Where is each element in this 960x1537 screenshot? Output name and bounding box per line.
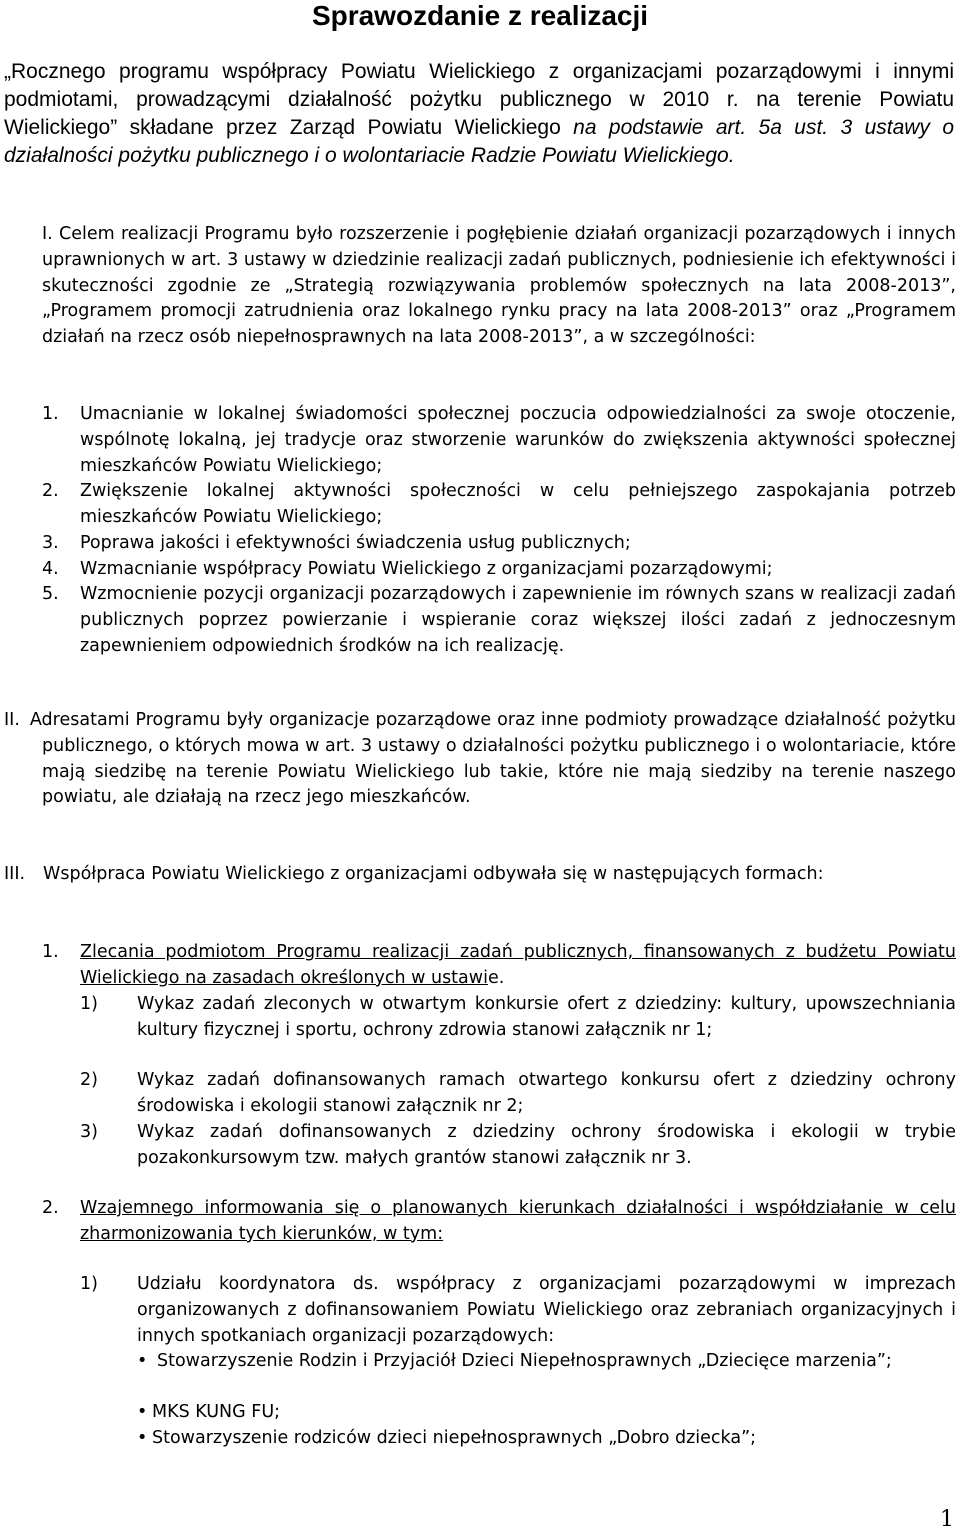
item-text — [80, 1120, 956, 1172]
section-3-paragraph — [4, 862, 956, 888]
item-number: 2. — [42, 481, 59, 501]
section-3-text: Współpraca Powiatu Wielickiego z organizacjami odbywała się w następujących formach: — [43, 864, 824, 884]
section-2-marker: II. — [4, 710, 20, 730]
section-3-marker: III. — [4, 864, 26, 884]
section-2-paragraph — [4, 708, 956, 811]
item-text-content: Umacnianie w lokalnej świadomości społecznej poczucia odpowiedzialności za swoje otoczenie, wspólnotę lokalną, jej tradycje oraz stworzenie warunków do zwiększenia aktywności społecznej mieszkańców Powiatu Wielickiego; — [80, 404, 956, 476]
item-number: 1) — [80, 994, 98, 1014]
item-number: 4. — [42, 559, 59, 579]
form-1-heading — [42, 940, 956, 992]
item-text — [42, 402, 956, 479]
bullet-item — [137, 1426, 956, 1452]
section-1-item-1 — [42, 402, 956, 482]
section-1-paragraph — [42, 222, 956, 351]
item-number: 3) — [80, 1122, 98, 1142]
bullet-text — [137, 1400, 956, 1426]
intro-paragraph — [4, 58, 954, 170]
item-text — [80, 1068, 956, 1120]
item-text-content: Wzmacnianie współpracy Powiatu Wielickiego z organizacjami pozarządowymi; — [80, 559, 773, 579]
form-2-underlined-text: Wzajemnego informowania się o planowanych kierunkach działalności i współdziałanie w celu zharmonizowania tych kierunków, w tym: — [80, 1198, 956, 1244]
bullet-item — [137, 1400, 956, 1426]
item-text — [42, 557, 956, 583]
section-1-text: Celem realizacji Programu było rozszerzenie i pogłębienie działań organizacji pozarządowych i innych uprawnionych w art. 3 ustawy w dziedzinie realizacji zadań publicznych, podniesienie ich efektywności i skuteczności zgodnie ze „Strategią rozwiązywania problemów społecznych na lata 2008-2013”, „Programem promocji zatrudnienia oraz lokalnego rynku pracy na lata 2008-2013” oraz „Programem działań na rzecz osób niepełnosprawnych na lata 2008-2013”, a w szczególności: — [42, 224, 956, 348]
item-text-content: Wzmocnienie pozycji organizacji pozarządowych i zapewnienie im równych szans w realizacji zadań publicznych poprzez powierzanie i wspieranie coraz większej ilości zadań z jednoczesnym zapewnieniem odpowiednich środków na ich realizację. — [80, 584, 956, 656]
item-text-content: Wykaz zadań zleconych w otwartym konkursie ofert z dziedziny: kultury, upowszechniania kultury fizycznej i sportu, ochrony zdrowia stanowi załącznik nr 1; — [137, 994, 956, 1040]
form-1-underlined-text: Zlecania podmiotom Programu realizacji zadań publicznych, finansowanych z budżetu Powiatu Wielickiego na zasadach określonych w ustawi — [80, 942, 956, 988]
item-text — [42, 479, 956, 531]
section-1-item-3 — [42, 531, 956, 557]
form-1-item-3 — [80, 1120, 956, 1174]
item-number: 3. — [42, 533, 59, 553]
item-number: 1. — [42, 404, 59, 424]
item-text-content: Wykaz zadań dofinansowanych ramach otwartego konkursu ofert z dziedziny ochrony środowiska i ekologii stanowi załącznik nr 2; — [137, 1070, 956, 1116]
form-2-heading — [42, 1196, 956, 1248]
section-1-item-4 — [42, 557, 956, 583]
item-text — [80, 992, 956, 1044]
form-2-item-1 — [80, 1272, 956, 1352]
intro-italic-text: na podstawie art. 5a ust. 3 ustawy o działalności pożytku publicznego i o wolontariacie Radzie Powiatu Wielickiego. — [4, 116, 954, 167]
bullet-item — [137, 1349, 956, 1403]
bullet-text-content: Stowarzyszenie Rodzin i Przyjaciół Dzieci Niepełnosprawnych „Dziecięce marzenia”; — [157, 1351, 892, 1371]
form-1 — [42, 940, 956, 994]
item-number: 1) — [80, 1274, 98, 1294]
intro-text: „Rocznego programu współpracy Powiatu Wielickiego z organizacjami pozarządowymi i innymi podmiotami, prowadzącymi działalność pożytku publicznego w 2010 r. na terenie Powiatu Wielickiego” składane przez Zarząd Powiatu Wielickiego — [4, 60, 954, 139]
section-2-text: Adresatami Programu były organizacje pozarządowe oraz inne podmioty prowadzące działalność pożytku publicznego, o których mowa w art. 3 ustawy o działalności pożytku publicznego i o wolontariacie, które mają siedzibę na terenie Powiatu Wielickiego lub takie, które nie mają siedziby na terenie naszego powiatu, ale działają na rzecz jego mieszkańców. — [29, 710, 956, 808]
bullet-text — [137, 1349, 956, 1375]
item-number: 2) — [80, 1070, 98, 1090]
document-title: Sprawozdanie z realizacji — [311, 0, 649, 31]
bullet-icon: • — [137, 1428, 148, 1448]
bullet-text-content: MKS KUNG FU; — [152, 1402, 281, 1422]
bullet-text — [137, 1426, 956, 1452]
section-1-item-5 — [42, 582, 956, 686]
item-text-content: Poprawa jakości i efektywności świadczenia usług publicznych; — [80, 533, 631, 553]
form-number: 2. — [42, 1198, 59, 1218]
item-text — [80, 1272, 956, 1349]
form-1-item-1 — [80, 992, 956, 1072]
bullet-icon: • — [137, 1351, 148, 1371]
section-1-item-2 — [42, 479, 956, 533]
form-1-item-2 — [80, 1068, 956, 1122]
item-number: 5. — [42, 584, 59, 604]
page-number: 1 — [940, 1507, 954, 1532]
item-text-content: Wykaz zadań dofinansowanych z dziedziny ochrony środowiska i ekologii w trybie pozakonkursowym tzw. małych grantów stanowi załącznik nr 3. — [137, 1122, 956, 1168]
section-1-marker: I. — [42, 224, 53, 244]
bullet-text-content: Stowarzyszenie rodziców dzieci niepełnosprawnych „Dobro dziecka”; — [152, 1428, 757, 1448]
form-2 — [42, 1196, 956, 1250]
item-text — [42, 531, 956, 557]
item-text-content: Zwiększenie lokalnej aktywności społeczności w celu pełniejszego zaspokajania potrzeb mieszkańców Powiatu Wielickiego; — [80, 481, 956, 527]
bullet-icon: • — [137, 1402, 148, 1422]
item-text-content: Udziału koordynatora ds. współpracy z organizacjami pozarządowymi w imprezach organizowanych z dofinansowaniem Powiatu Wielickiego oraz zebraniach organizacyjnych i innych spotkaniach organizacji pozarządowych: — [137, 1274, 956, 1346]
form-number: 1. — [42, 942, 59, 962]
form-1-text-end: e. — [487, 967, 505, 988]
item-text — [42, 582, 956, 659]
